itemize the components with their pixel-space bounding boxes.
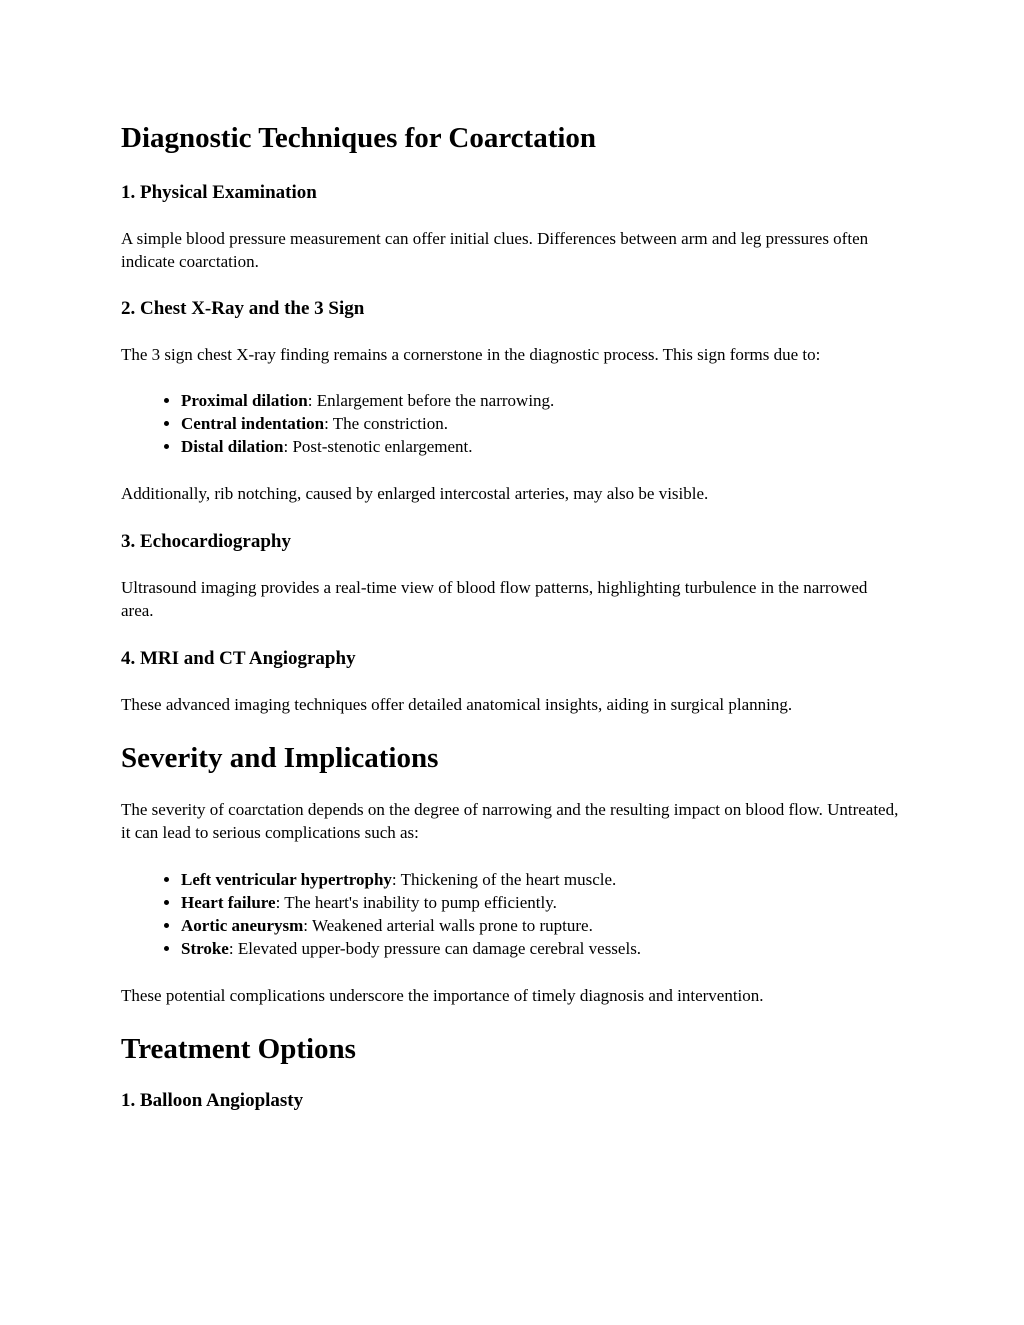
heading-physical-examination: 1. Physical Examination <box>121 182 317 203</box>
paragraph-severity: The severity of coarctation depends on the degree of narrowing and the resulting impact on blood flow. Untreated, it can lead to serious complications such as: <box>121 800 899 842</box>
paragraph-echocardiography: Ultrasound imaging provides a real-time view of blood flow patterns, highlighting turbulence in the narrowed area. <box>121 578 868 620</box>
heading-chest-xray: 2. Chest X-Ray and the 3 Sign <box>121 298 365 319</box>
list-item: • Heart failure: The heart's inability to pump efficiently. <box>181 891 901 914</box>
section-title-severity: Severity and Implications <box>121 742 439 774</box>
document-page <box>121 120 901 1113</box>
list-item: • Left ventricular hypertrophy: Thickening of the heart muscle. <box>181 868 901 891</box>
heading-echocardiography: 3. Echocardiography <box>121 531 291 552</box>
list-item: • Central indentation: The constriction. <box>181 412 901 435</box>
section-title-diagnostic: Diagnostic Techniques for Coarctation <box>121 122 597 154</box>
list-item: • Aortic aneurysm: Weakened arterial walls prone to rupture. <box>181 914 901 937</box>
paragraph-complications-summary: These potential complications underscore the importance of timely diagnosis and intervention. <box>121 986 764 1005</box>
heading-mri-ct: 4. MRI and CT Angiography <box>121 648 356 669</box>
section-title-treatment: Treatment Options <box>121 1033 356 1065</box>
list-complications <box>121 868 901 960</box>
paragraph-mri-ct: These advanced imaging techniques offer detailed anatomical insights, aiding in surgical planning. <box>121 695 793 714</box>
list-item: • Stroke: Elevated upper-body pressure can damage cerebral vessels. <box>181 937 901 960</box>
paragraph-physical-examination: A simple blood pressure measurement can offer initial clues. Differences between arm and leg pressures often indicate coarctation. <box>121 229 869 271</box>
list-xray-sign <box>121 389 901 458</box>
list-item: • Proximal dilation: Enlargement before the narrowing. <box>181 389 901 412</box>
heading-balloon-angioplasty: 1. Balloon Angioplasty <box>121 1090 304 1111</box>
paragraph-rib-notching: Additionally, rib notching, caused by enlarged intercostal arteries, may also be visible. <box>121 484 709 503</box>
paragraph-chest-xray: The 3 sign chest X-ray finding remains a cornerstone in the diagnostic process. This sign forms due to: <box>121 345 821 364</box>
list-item: • Distal dilation: Post-stenotic enlargement. <box>181 435 901 458</box>
